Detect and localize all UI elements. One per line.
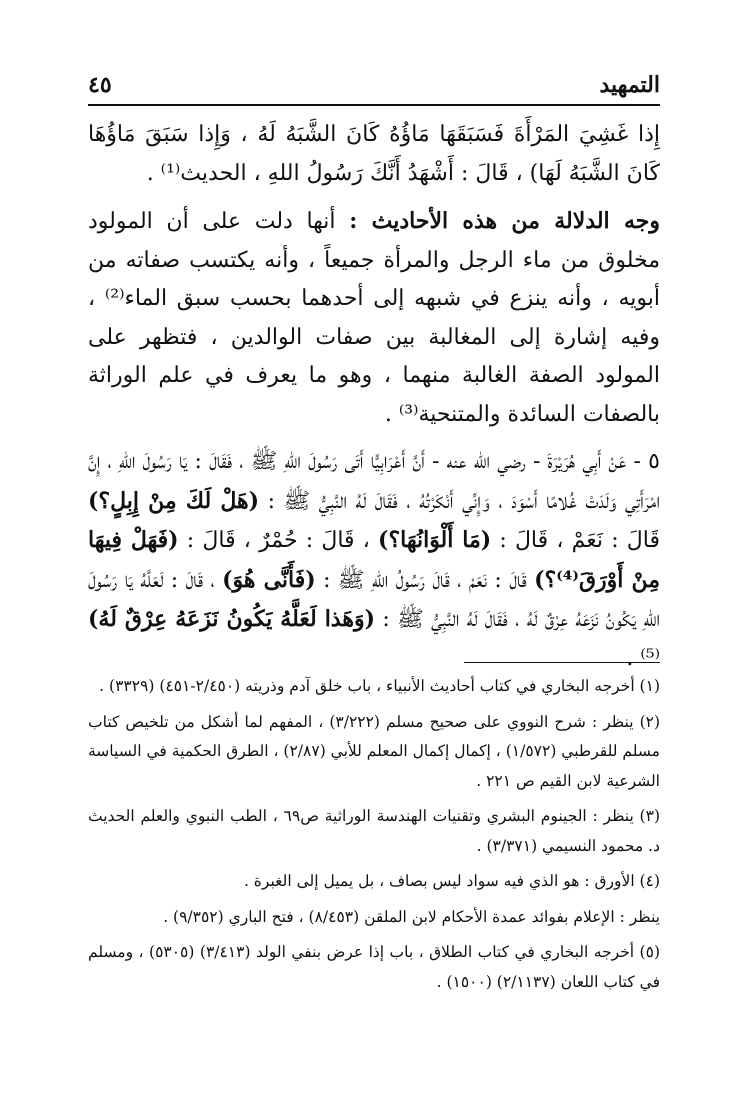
- chapter-title: التمهيد: [599, 72, 660, 98]
- hadith-5: [88, 443, 660, 678]
- prophet-quote: (هَلْ لَكَ مِنْ إِبِلٍ؟): [88, 487, 260, 514]
- prophet-quote: (فَأَنَّى هُوَ): [222, 566, 316, 593]
- hadith-text: ، قَالَ : لَعَلَّهُ يَا رَسُولَ اللهِ يَكُونُ نَزَعَهُ عِرْقٌ لَهُ ، فَقَالَ لَهُ النَّبِيُّ ﷺ :: [88, 567, 660, 632]
- evidence-text: أنها دلت على أن المولود مخلوق من ماء الرجل والمرأة جميعاً ، وأنه يكتسب صفاته من أبويه ، وأنه ينزع في شبهه إلى أحدهما بحسب سبق الماء⁽²⁾ ، وفيه إشارة إلى المغالبة بين صفات الوالدين ، فتظهر على المولود الصفة الغالبة منهما ، وهو ما يعرف في علم الوراثة بالصفات السائدة والمتنحية⁽³⁾ .: [88, 209, 660, 427]
- prophet-quote: (مَا أَلْوَانُهَا؟): [378, 527, 492, 553]
- hadith-text: قَالَ : نَعَمْ ، قَالَ رَسُولُ اللهِ ﷺ :: [315, 567, 535, 593]
- hadith-text: ٥ - عَنْ أَبِي هُرَيْرَةَ - رضي الله عنه - أَنَّ أَعْرَابِيًّا أَتَى رَسُولَ اللهِ ﷺ ، فَقَالَ : يَا رَسُولَ اللهِ ، إِنَّ امْرَأَتِي وَلَدَتْ غُلامًا أَسْوَدَ ، وَإِنِّي أَنْكَرْتُهُ ، فَقَالَ لَهُ النَّبِيُّ ﷺ :: [88, 449, 660, 514]
- prophet-quote: (وَهَذا لَعَلَّهُ يَكُونُ نَزَعَهُ عِرْقٌ لَهُ): [88, 606, 375, 632]
- footnote-4-ref: ينظر : الإعلام بفوائد عمدة الأحكام لابن الملقن (٨/٤٥٣) ، فتح الباري (٩/٣٥٢) .: [163, 907, 660, 926]
- section-lead: وجه الدلالة من هذه الأحاديث :: [349, 208, 660, 234]
- running-header: [88, 72, 660, 98]
- footnote-3: (٣) ينظر : الجينوم البشري وتقنيات الهندسة الوراثية ص٦٩ ، الطب النبوي والعلم الحديث د. محمود النسيمي (٣/٣٧١) .: [88, 807, 660, 855]
- hadith-text: قَالَ : نَعَمْ ، قَالَ :: [491, 528, 661, 553]
- page-number: ٤٥: [88, 72, 112, 98]
- evidence-paragraph: [88, 202, 660, 434]
- footnote-divider: [464, 662, 660, 663]
- footnote-4: (٤) الأورق : هو الذي فيه سواد ليس بصاف ، بل يميل إلى الغبرة .: [243, 872, 660, 890]
- header-divider: [88, 104, 660, 106]
- footnote-5: (٥) أخرجه البخاري في كتاب الطلاق ، باب إذا عرض بنفي الولد (٣/٤١٣) (٥٣٠٥) ، ومسلم في كتاب اللعان (٢/١١٣٧) (١٥٠٠) .: [88, 943, 660, 991]
- footnote-ref: ⁽⁵⁾ .: [626, 645, 660, 671]
- main-text: [88, 116, 660, 678]
- hadith-continuation: إِذا غَشِيَ المَرْأَةَ فَسَبَقَهَا مَاؤُهُ كَانَ الشَّبَهُ لَهُ ، وَإِذا سَبَقَ مَاؤُهَا كَانَ الشَّبَهُ لَهَا) ، قَالَ : أَشْهَدُ أَنَّكَ رَسُولُ اللهِ ، الحديث⁽¹⁾ .: [88, 122, 660, 186]
- hadith-text: ، قَالَ : حُمْرٌ ، قَالَ :: [178, 528, 379, 553]
- prophet-quote: (فَهَلْ فِيهَا مِنْ أَوْرَقَ⁽⁴⁾؟): [88, 527, 661, 593]
- footnote-1: (١) أخرجه البخاري في كتاب أحاديث الأنبياء ، باب خلق آدم وذريته (٢/٤٥٠-٤٥١) (٣٣٢٩) .: [99, 677, 660, 695]
- footnotes: [88, 672, 660, 997]
- footnote-2: (٢) ينظر : شرح النووي على صحيح مسلم (٣/٢٢٢) ، المفهم لما أشكل من تلخيص كتاب مسلم للقرطبي (١/٥٧٢) ، إكمال إكمال المعلم للأبي (٢/٨٧) ، الطرق الحكمية في السياسة الشرعية لابن القيم ص ٢٢١ .: [88, 712, 661, 790]
